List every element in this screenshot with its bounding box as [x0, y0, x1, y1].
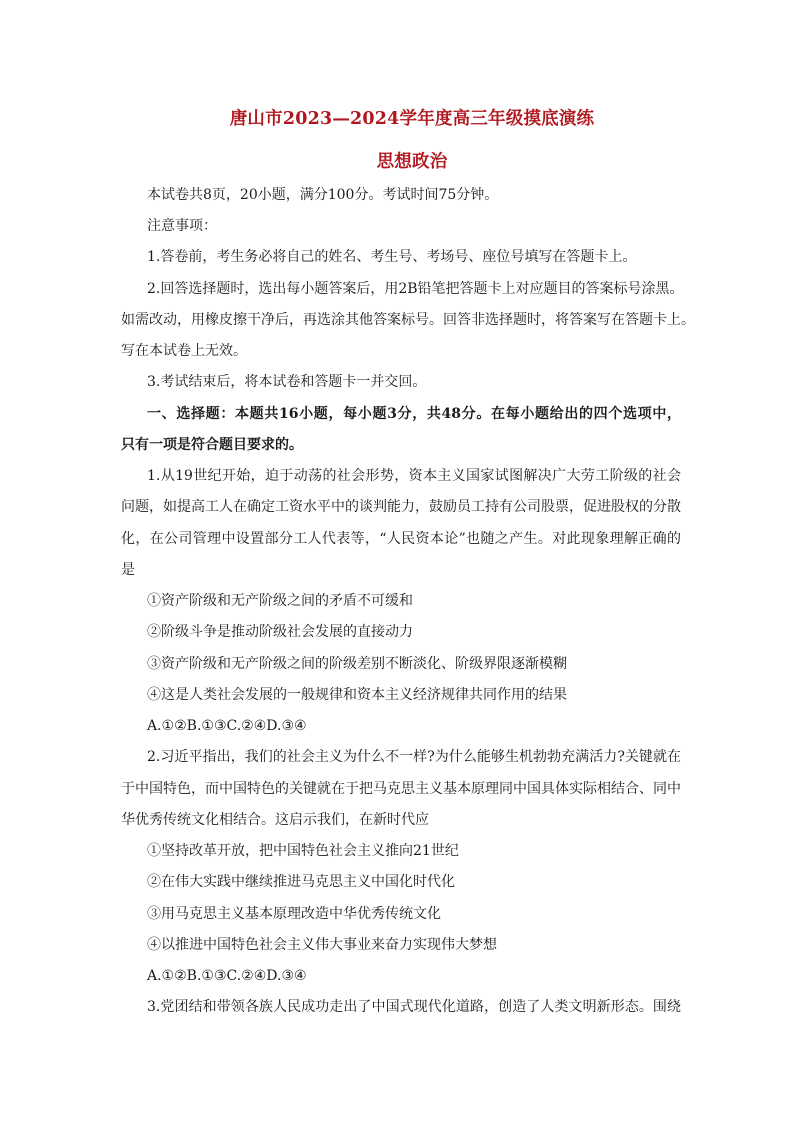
q2-stem-line-1: 2.习近平指出，我们的社会主义为什么不一样?为什么能够生机勃勃充满活力?关键就在	[147, 749, 681, 765]
subject-title: 思想政治	[376, 152, 448, 172]
q3-stem-line-1: 3.党团结和带领各族人民成功走出了中国式现代化道路，创造了人类文明新形态。围绕	[147, 999, 681, 1015]
notice-item-2-line-3: 写在本试卷上无效。	[121, 343, 247, 359]
notice-item-2-line-1: 2.回答选择题时，选出每小题答案后，用2B铅笔把答题卡上对应题目的答案标号涂黑。	[147, 281, 684, 297]
q1-option-1: ①资产阶级和无产阶级之间的矛盾不可缓和	[147, 593, 413, 609]
q1-option-3: ③资产阶级和无产阶级之间的阶级差别不断淡化、阶级界限逐渐模糊	[147, 656, 567, 672]
section-heading-line-1: 一、选择题：本题共16小题，每小题3分，共48分。在每小题给出的四个选项中，	[147, 406, 681, 422]
q1-option-2: ②阶级斗争是推动阶级社会发展的直接动力	[147, 624, 413, 640]
q2-option-1: ①坚持改革开放，把中国特色社会主义推向21世纪	[147, 843, 459, 859]
q2-option-3: ③用马克思主义基本原理改造中华优秀传统文化	[147, 906, 441, 922]
notice-item-2-line-2: 如需改动，用橡皮擦干净后，再选涂其他答案标号。回答非选择题时，将答案写在答题卡上。	[121, 312, 695, 328]
notice-heading: 注意事项：	[147, 218, 217, 234]
q2-stem-line-3: 华优秀传统文化相结合。这启示我们，在新时代应	[121, 812, 429, 828]
notice-item-3: 3.考试结束后，将本试卷和答题卡一并交回。	[147, 374, 427, 390]
section-heading-line-2: 只有一项是符合题目要求的。	[121, 437, 303, 453]
q1-stem-line-4: 是	[121, 562, 135, 578]
q1-stem-line-1: 1.从19世纪开始，迫于动荡的社会形势，资本主义国家试图解决广大劳工阶级的社会	[147, 468, 681, 484]
q2-stem-line-2: 于中国特色，而中国特色的关键就在于把马克思主义基本原理同中国具体实际相结合、同中	[121, 781, 681, 797]
exam-title: 唐山市2023—2024学年度高三年级摸底演练	[229, 109, 595, 129]
q1-choices: A.①②B.①③C.②④D.③④	[147, 718, 307, 734]
q2-choices: A.①②B.①③C.②④D.③④	[147, 968, 307, 984]
q1-option-4: ④这是人类社会发展的一般规律和资本主义经济规律共同作用的结果	[147, 687, 567, 703]
q2-option-4: ④以推进中国特色社会主义伟大事业来奋力实现伟大梦想	[147, 937, 497, 953]
exam-info: 本试卷共8页，20小题，满分100分。考试时间75分钟。	[147, 187, 499, 203]
q2-option-2: ②在伟大实践中继续推进马克思主义中国化时代化	[147, 874, 455, 890]
notice-item-1: 1.答卷前，考生务必将自己的姓名、考生号、考场号、座位号填写在答题卡上。	[147, 249, 637, 265]
q1-stem-line-3: 化，在公司管理中设置部分工人代表等，“人民资本论”也随之产生。对此现象理解正确的	[121, 531, 681, 547]
q1-stem-line-2: 问题，如提高工人在确定工资水平中的谈判能力，鼓励员工持有公司股票，促进股权的分散	[121, 499, 681, 515]
